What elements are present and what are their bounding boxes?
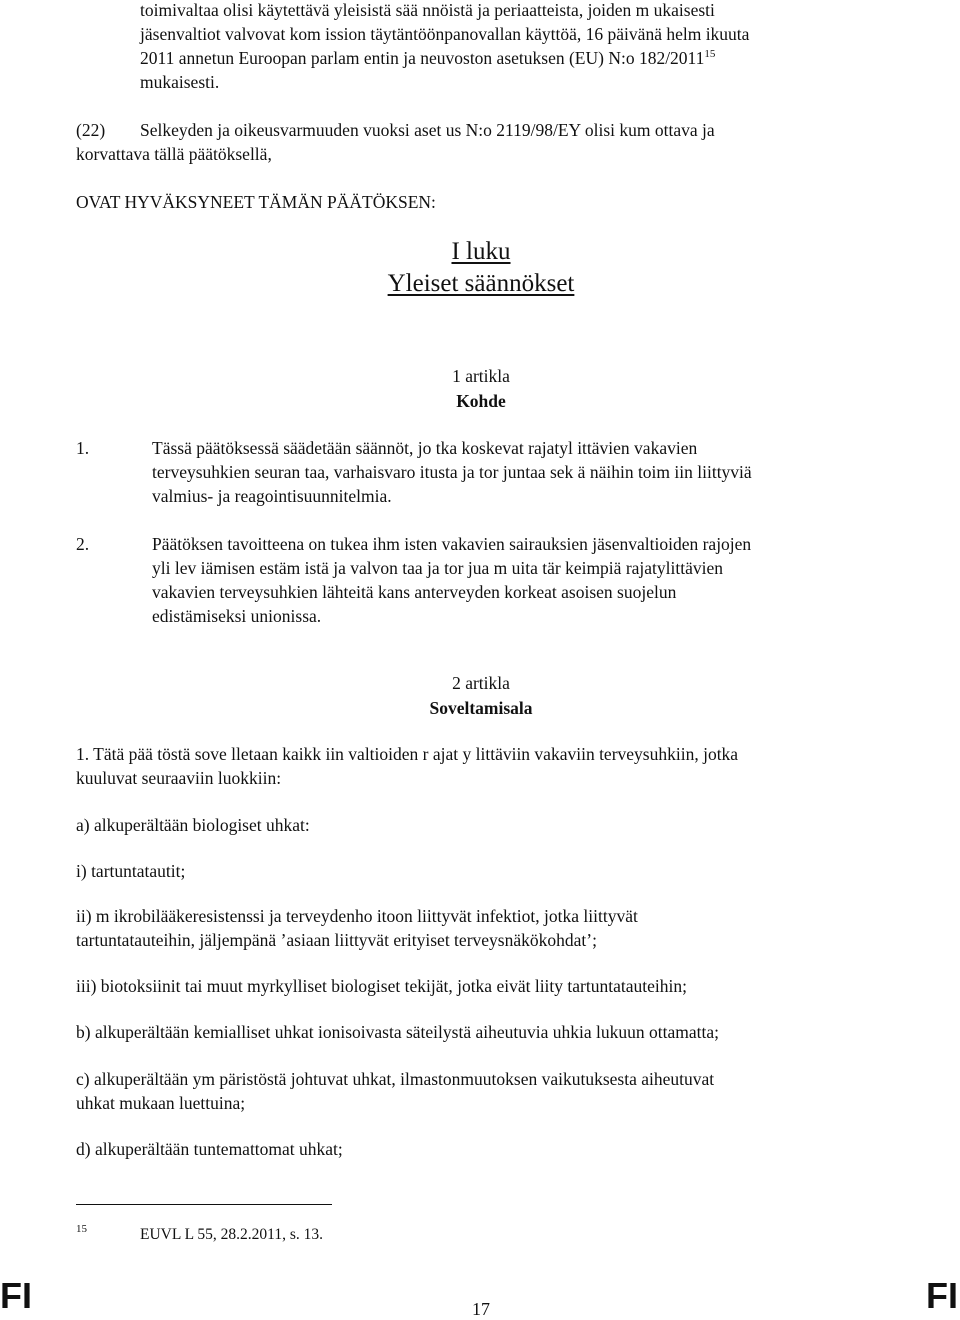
article-1-para-2-line-1: Päätöksen tavoitteena on tukea ihm isten vakavien sairauksien jäsenvaltioiden rajojen	[152, 534, 752, 554]
article-2-item-a-i: i) tartuntatautit;	[76, 861, 186, 881]
footnote-ref: 15	[704, 48, 716, 60]
article-2-item-a-ii-line-2: tartuntatauteihin, jäljempänä ’asiaan liittyvät erityiset terveysnäkökohdat’;	[76, 930, 597, 950]
recital-21-line-1: toimivaltaa olisi käytettävä yleisistä sää nnöistä ja periaatteista, joiden m ukaisesti	[140, 0, 715, 20]
article-2-item-a-iii: iii) biotoksiinit tai muut myrkylliset biologiset tekijät, jotka eivät liity tartuntatauteihin;	[76, 976, 687, 996]
recital-21-line-2: jäsenvaltiot valvovat kom ission täytäntöönpanovallan käyttöä, 16 päivänä helm ikuuta	[140, 24, 750, 44]
article-2-item-b: b) alkuperältään kemialliset uhkat ionisoivasta säteilystä aiheutuvia uhkia lukuun ottamatta;	[76, 1022, 719, 1042]
recital-22-number: (22)	[76, 120, 106, 140]
article-2-para-1-line-2: kuuluvat seuraaviin luokkiin:	[76, 768, 282, 788]
article-1-para-2-number: 2.	[76, 534, 90, 554]
article-2-item-c-line-2: uhkat mukaan luettuina;	[76, 1093, 246, 1113]
article-1-para-1-line-1: Tässä päätöksessä säädetään säännöt, jo tka koskevat rajatyl ittävien vakavien	[152, 438, 698, 458]
recital-22-line-1: Selkeyden ja oikeusvarmuuden vuoksi aset us N:o 2119/98/EY olisi kum ottava ja	[140, 120, 715, 140]
footer-language-code-left: FI	[0, 1275, 32, 1316]
article-1-number: 1 artikla	[452, 366, 510, 386]
article-1-para-1-line-2: terveysuhkien seuran taa, varhaisvaro itusta ja tor juntaa sek ä näihin toim iin liittyviä	[152, 462, 752, 482]
footnote-separator	[76, 1204, 332, 1205]
page-number: 17	[472, 1299, 490, 1319]
enacting-formula: OVAT HYVÄKSYNEET TÄMÄN PÄÄTÖKSEN:	[76, 192, 436, 212]
article-1-title: Kohde	[456, 391, 506, 411]
article-2-item-a: a) alkuperältään biologiset uhkat:	[76, 815, 310, 835]
article-2-item-c-line-1: c) alkuperältään ym päristöstä johtuvat uhkat, ilmastonmuutoksen vaikutuksesta aiheutuvat	[76, 1069, 715, 1089]
article-2-item-d: d) alkuperältään tuntemattomat uhkat;	[76, 1139, 343, 1159]
footer-language-code-right: FI	[926, 1275, 958, 1316]
article-1-para-2-line-2: yli lev iämisen estäm istä ja valvon taa ja tor jua m uita tär keimpiä rajatylittävien	[152, 558, 723, 578]
article-1-para-2-line-3: vakavien terveysuhkien lähteitä kans anterveyden korkeat asoisen suojelun	[152, 582, 677, 602]
article-1-para-1-number: 1.	[76, 438, 90, 458]
chapter-number: I luku	[451, 238, 511, 265]
recital-21-line-4: mukaisesti.	[140, 72, 220, 92]
chapter-title: Yleiset säännökset	[387, 270, 575, 297]
article-2-item-a-ii-line-1: ii) m ikrobilääkeresistenssi ja terveydenho itoon liittyvät infektiot, jotka liittyvät	[76, 906, 638, 926]
article-1-para-1-line-3: valmius- ja reagointisuunnitelmia.	[152, 486, 392, 506]
article-2-title: Soveltamisala	[429, 698, 533, 718]
footnote-text: EUVL L 55, 28.2.2011, s. 13.	[140, 1226, 323, 1243]
article-2-number: 2 artikla	[452, 673, 510, 693]
article-1-para-2-line-4: edistämiseksi unionissa.	[152, 606, 322, 626]
footnote-number: 15	[76, 1223, 87, 1235]
recital-21-line-3: 2011 annetun Euroopan parlam entin ja neuvoston asetuksen (EU) N:o 182/2011$^{15}$	[140, 48, 716, 68]
recital-22-line-2: korvattava tällä päätöksellä,	[76, 144, 272, 164]
article-2-para-1-line-1: 1. Tätä pää töstä sove lletaan kaikk iin valtioiden r ajat y littäviin vakaviin terveysuhkiin, jotka	[76, 744, 739, 764]
